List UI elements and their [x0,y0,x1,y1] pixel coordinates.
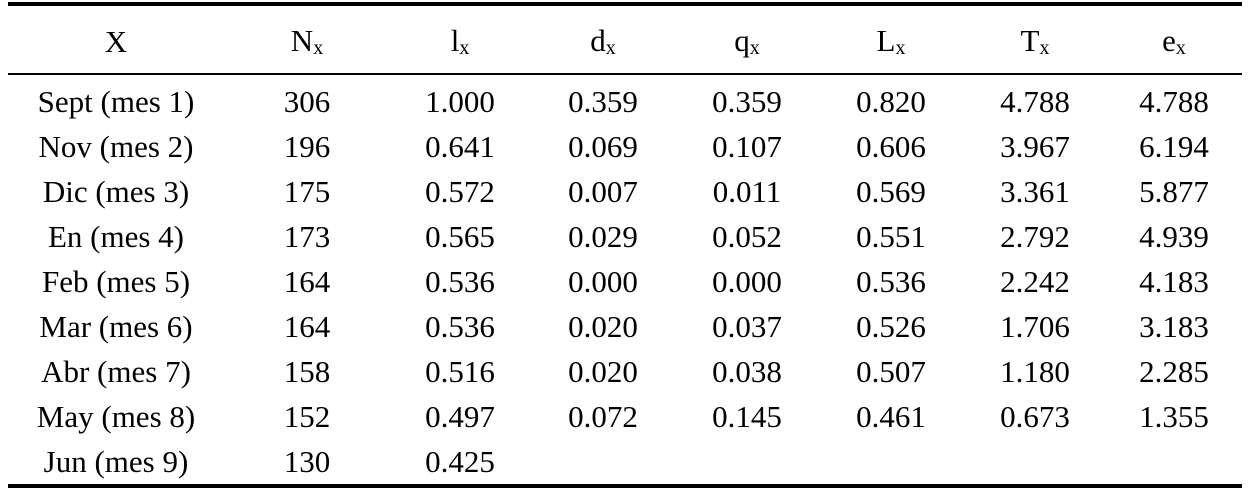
column-header-subscript: x [605,37,616,59]
column-header-symbol: e [1162,23,1176,58]
table-cell-lx-cap: 0.536 [856,263,926,299]
table-row [8,124,1242,169]
table-cell-x: Jun (mes 9) [43,443,189,479]
life-table-header [8,4,1242,74]
column-header-subscript: x [459,37,470,59]
table-cell-qx: 0.359 [712,83,782,119]
table-cell-qx: 0.038 [712,353,782,389]
table-cell-lx-cap: 0.569 [856,173,926,209]
column-header-subscript: x [749,37,760,59]
column-header-symbol: L [876,23,896,58]
table-cell-lx: 0.536 [425,308,495,344]
table-cell-nx: 164 [283,308,331,344]
table-row [8,394,1242,439]
table-cell-lx: 0.572 [425,173,495,209]
header-row [8,4,1242,74]
table-cell-x: May (mes 8) [36,398,196,434]
table-cell-tx: 1.706 [1000,308,1070,344]
table-cell-tx: 0.673 [1000,398,1070,434]
table-cell-nx: 164 [283,263,331,299]
table-row [8,169,1242,214]
column-header-lx-cap [818,4,964,74]
column-header-qx [676,4,818,74]
column-header-symbol: l [450,23,460,58]
table-cell-nx: 306 [283,83,331,119]
table-cell-ex: 4.939 [1139,218,1209,254]
table-cell-dx: 0.359 [568,83,638,119]
column-header-lx [390,4,530,74]
table-row [8,74,1242,124]
table-cell-ex: 5.877 [1139,173,1209,209]
table-cell-nx: 152 [283,398,331,434]
table-cell-tx: 2.242 [1000,263,1070,299]
table-cell-dx: 0.029 [568,218,638,254]
column-header-subscript: x [1039,37,1050,59]
table-cell-dx: 0.020 [568,308,638,344]
table-cell-lx: 0.516 [425,353,495,389]
table-cell-nx: 158 [283,353,331,389]
table-row [8,349,1242,394]
table-cell-nx: 173 [283,218,331,254]
table-cell-lx: 0.536 [425,263,495,299]
table-cell-lx-cap: 0.606 [856,128,926,164]
column-header-nx [224,4,390,74]
table-cell-x: Nov (mes 2) [38,128,194,164]
column-header-ex [1106,4,1242,74]
column-header-subscript: x [1175,37,1186,59]
table-cell-qx: 0.052 [712,218,782,254]
column-header-symbol: q [734,23,750,58]
table-cell-lx-cap: 0.526 [856,308,926,344]
table-cell-tx: 3.967 [1000,128,1070,164]
table-cell-dx: 0.069 [568,128,638,164]
table-cell-dx: 0.020 [568,353,638,389]
column-header-symbol: X [104,23,128,59]
table-cell-ex: 4.183 [1139,263,1209,299]
table-cell-x: Sept (mes 1) [37,83,195,119]
table-cell-dx: 0.072 [568,398,638,434]
table-cell-qx: 0.107 [712,128,782,164]
table-cell-lx-cap: 0.507 [856,353,926,389]
table-cell-tx: 1.180 [1000,353,1070,389]
table-cell-lx: 0.641 [425,128,495,164]
table-cell-dx: 0.007 [568,173,638,209]
table-cell-x: Mar (mes 6) [39,308,193,344]
table-cell-x: En (mes 4) [47,218,185,254]
table-cell-nx: 196 [283,128,331,164]
table-cell-nx: 175 [283,173,331,209]
table-cell-nx: 130 [283,443,331,479]
table-cell-ex: 3.183 [1139,308,1209,344]
table-cell-tx: 4.788 [1000,83,1070,119]
table-cell-qx: 0.037 [712,308,782,344]
table-cell-lx: 1.000 [425,83,495,119]
table-cell-qx: 0.000 [712,263,782,299]
column-header-subscript: x [313,37,324,59]
column-header-subscript: x [895,37,906,59]
column-header-dx [530,4,676,74]
table-cell-tx: 2.792 [1000,218,1070,254]
life-table-container [8,2,1242,488]
table-cell-qx: 0.011 [712,173,782,209]
table-cell-x: Abr (mes 7) [41,353,191,389]
table-cell-ex: 2.285 [1139,353,1209,389]
table-row [8,259,1242,304]
column-header-symbol: T [1020,23,1040,58]
table-row [8,304,1242,349]
table-cell-lx-cap: 0.461 [856,398,926,434]
table-cell-ex: 4.788 [1139,83,1209,119]
table-cell-lx: 0.565 [425,218,495,254]
column-header-symbol: d [590,23,606,58]
column-header-x [8,4,224,74]
table-cell-ex: 6.194 [1139,128,1209,164]
table-cell-lx-cap: 0.820 [856,83,926,119]
table-cell-x: Feb (mes 5) [41,263,191,299]
table-cell-dx: 0.000 [568,263,638,299]
table-cell-x: Dic (mes 3) [42,173,190,209]
table-cell-lx: 0.497 [425,398,495,434]
table-cell-lx-cap: 0.551 [856,218,926,254]
column-header-tx [964,4,1106,74]
column-header-symbol: N [290,23,314,58]
table-cell-tx: 3.361 [1000,173,1070,209]
table-cell-lx: 0.425 [425,443,495,479]
life-table [8,2,1242,488]
table-row [8,214,1242,259]
table-cell-ex: 1.355 [1139,398,1209,434]
life-table-body [8,74,1242,486]
table-cell-qx: 0.145 [712,398,782,434]
